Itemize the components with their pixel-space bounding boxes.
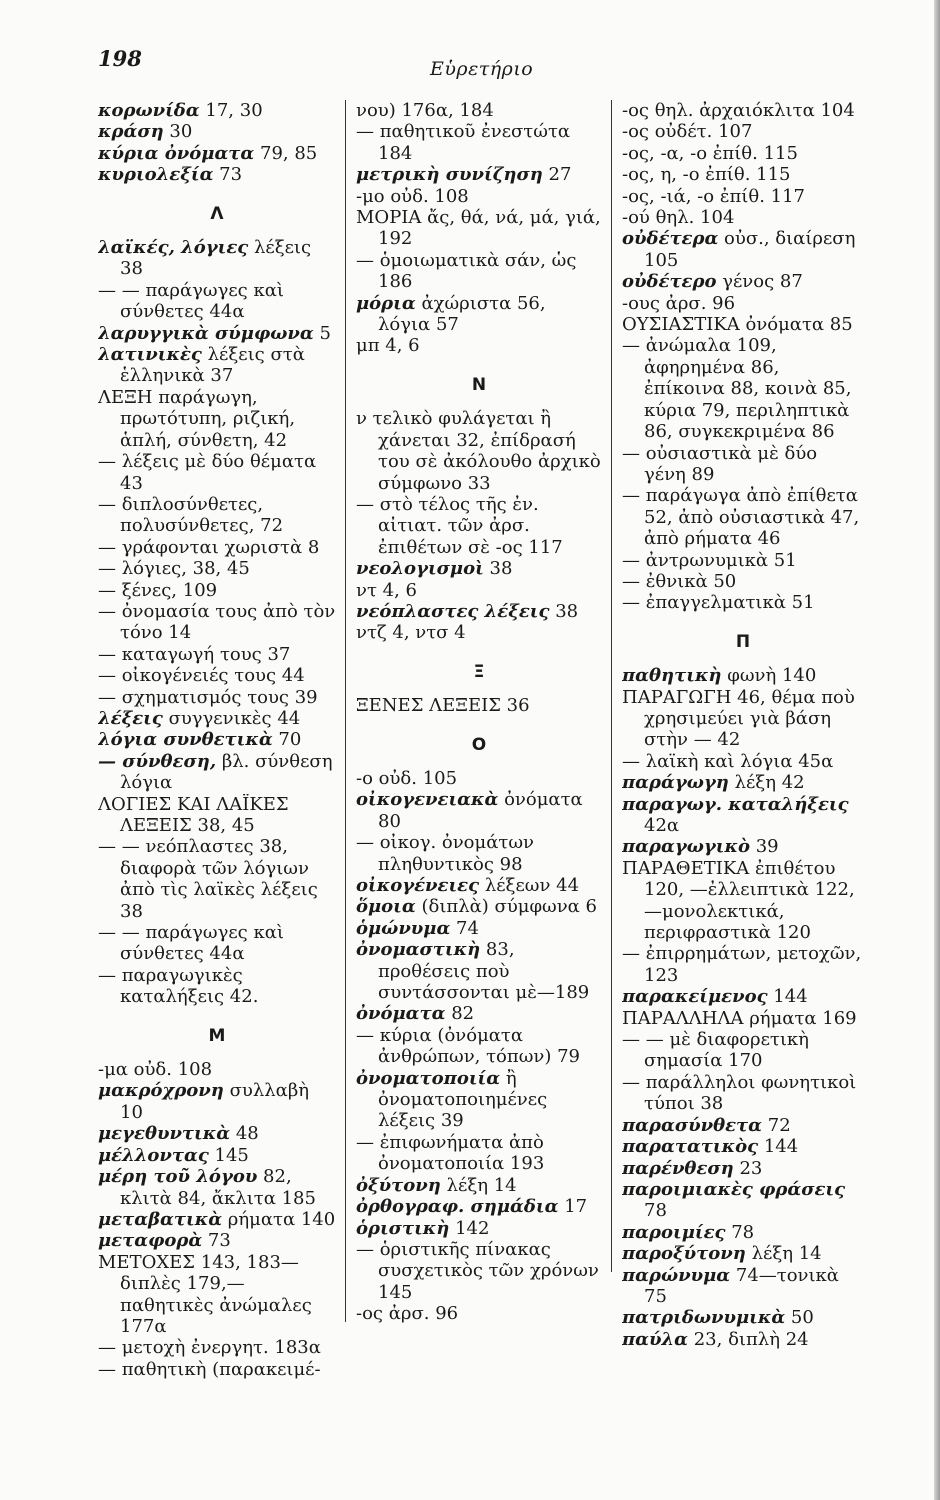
index-refs: — παθητικοῦ ἐνεστώτα 184 (356, 121, 571, 164)
index-term: παροξύτονη (622, 1243, 746, 1265)
index-term: κύρια ὀνόματα (98, 142, 255, 164)
index-entry (622, 836, 864, 857)
index-entry (98, 323, 336, 344)
index-entry (622, 314, 864, 335)
index-entry (356, 601, 602, 622)
index-refs: ΠΑΡΑΘΕΤΙΚΑ ἐπιθέτου 120, —ἐλλειπτικὰ 122,—μονολεκτικά, περιφραστικὰ 120 (622, 857, 855, 944)
index-term: ὁριστικὴ (356, 1217, 450, 1239)
index-refs: γένος 87 (716, 271, 803, 293)
index-term: παραγωγικὸ (622, 836, 750, 858)
index-entry (356, 164, 602, 185)
index-entry (622, 485, 864, 549)
index-entry (622, 121, 864, 142)
index-entry (356, 100, 602, 121)
index-entry (622, 335, 864, 442)
index-entry (622, 687, 864, 751)
index-refs: 83, προθέσεις ποὺ συντάσσονται μὲ—189 (378, 939, 590, 1004)
index-entry (622, 271, 864, 292)
index-entry (98, 558, 336, 579)
index-entry (98, 451, 336, 494)
index-entry (98, 143, 336, 164)
index-entry (622, 1008, 864, 1029)
index-entry (622, 1136, 864, 1157)
index-entry (356, 768, 602, 789)
index-refs: — — νεόπλαστες 38, διαφορὰ τῶν λόγιων ἀπὸ τὶς λαϊκὲς λέξεις 38 (98, 836, 318, 922)
index-refs: 38 (549, 600, 579, 622)
index-refs: λέξεις στὰ ἑλληνικὰ 37 (120, 344, 305, 387)
index-term: παρασύνθετα (622, 1114, 763, 1136)
index-refs: -μο οὐδ. 108 (356, 185, 469, 207)
index-entry (356, 622, 602, 643)
column-rule-1 (345, 100, 346, 1322)
index-entry (622, 143, 864, 164)
index-entry (98, 644, 336, 665)
index-entry (356, 918, 602, 939)
index-refs: — στὸ τέλος τῆς ἐν. αἰτιατ. τῶν ἀρσ. ἐπιθέτων σὲ -ος 117 (356, 493, 563, 558)
index-refs: λέξεων 44 (479, 875, 580, 896)
index-term: οἰκογενειακὰ (356, 789, 499, 811)
index-refs: 17, 30 (199, 100, 263, 121)
index-entry (98, 922, 336, 965)
index-entry (356, 1003, 602, 1024)
index-term: λαρυγγικὰ σύμφωνα (98, 322, 314, 344)
index-entry (622, 1179, 864, 1222)
index-entry (98, 729, 336, 750)
index-entry (356, 250, 602, 293)
index-term: λέξεις (98, 707, 163, 729)
index-entry (622, 794, 864, 837)
index-refs: — ἐπιρρημάτων, μετοχῶν, 123 (622, 943, 862, 986)
index-refs: 42α (644, 815, 680, 836)
index-refs: 82 (445, 1003, 475, 1025)
index-refs: ὀνόματα 80 (378, 789, 583, 832)
index-term: λατινικὲς (98, 344, 202, 366)
index-entry (356, 558, 602, 579)
index-entry (356, 875, 602, 896)
index-entry (98, 1059, 336, 1080)
index-entry (98, 580, 336, 601)
index-refs: — ὁμοιωματικὰ σάν, ὡς 186 (356, 249, 577, 293)
index-refs: 74 (450, 917, 479, 939)
index-entry (622, 186, 864, 207)
index-refs: — — μὲ διαφορετικὴ σημασία 170 (622, 1029, 809, 1072)
index-term: παρώνυμα (622, 1264, 731, 1286)
index-refs: — — παράγωγες καὶ σύνθετες 44α (98, 922, 284, 965)
index-column-2 (356, 100, 602, 1325)
index-entry (622, 1072, 864, 1115)
index-entry (356, 896, 602, 917)
index-entry (356, 789, 602, 832)
index-refs: -ος οὐδέτ. 107 (622, 121, 753, 143)
index-term: μετρικὴ συνίζηση (356, 164, 543, 186)
index-term: παθητικὴ (622, 665, 722, 687)
index-refs: βλ. σύνθεση λόγια (120, 750, 333, 794)
index-term: κράση (98, 121, 164, 143)
index-entry (98, 1166, 336, 1209)
index-entry (622, 1265, 864, 1308)
index-refs: 48 (230, 1123, 259, 1145)
section-letter: Λ (210, 203, 224, 224)
index-refs: συλλαβὴ 10 (120, 1080, 310, 1123)
index-entry (98, 601, 336, 644)
index-refs: ντ 4, 6 (356, 579, 417, 601)
index-refs: 82, κλιτὰ 84, ἄκλιτα 185 (120, 1166, 316, 1209)
index-refs: ΟΥΣΙΑΣΤΙΚΑ ὀνόματα 85 (622, 314, 853, 336)
index-refs: — γράφονται χωριστὰ 8 (98, 536, 320, 558)
index-refs: 17 (558, 1196, 588, 1218)
index-refs: — ξένες, 109 (98, 579, 218, 601)
index-term: ὁμώνυμα (356, 917, 451, 939)
index-refs: — ὀνομασία τους ἀπὸ τὸν τόνο 14 (98, 600, 336, 644)
index-refs: — παθητικὴ (παρακειμέ- (98, 1358, 321, 1380)
index-entry (622, 986, 864, 1007)
index-entry (622, 1115, 864, 1136)
index-term: ὀνοματοποιία (356, 1067, 501, 1089)
index-term: — σύνθεση, (98, 750, 217, 772)
index-term: ὀξύτονη (356, 1174, 441, 1196)
index-refs: 5 (313, 322, 331, 344)
index-entry (356, 186, 602, 207)
index-term: μεταβατικὰ (98, 1208, 223, 1230)
index-refs: ΠΑΡΑΓΩΓΗ 46, θέμα ποὺ χρησιμεύει γιὰ βάση στὴν — 42 (622, 686, 855, 751)
index-refs: -ος, -ιά, -ο ἐπίθ. 117 (622, 185, 806, 207)
index-entry (98, 494, 336, 537)
index-entry (98, 1080, 336, 1123)
index-entry (622, 1222, 864, 1243)
index-entry (98, 1230, 336, 1251)
index-entry (98, 1145, 336, 1166)
index-entry (98, 708, 336, 729)
index-refs: — οἰκογένειές τους 44 (98, 665, 305, 687)
index-entry (356, 494, 602, 558)
index-entry (356, 408, 602, 494)
index-entry (622, 665, 864, 686)
index-entry (622, 571, 864, 592)
index-refs: 145 (208, 1144, 249, 1166)
index-term: ὀνόματα (356, 1003, 446, 1025)
index-entry (622, 550, 864, 571)
index-refs: ρήματα 140 (222, 1208, 336, 1230)
index-entry (356, 580, 602, 601)
index-refs: ΛΟΓΙΕΣ ΚΑΙ ΛΑΪΚΕΣ ΛΕΞΕΙΣ 38, 45 (98, 793, 289, 836)
index-entry (98, 687, 336, 708)
index-entry (98, 794, 336, 837)
index-term: παραγωγ. καταλήξεις (622, 793, 849, 815)
index-entry (622, 207, 864, 228)
index-term: νεόπλαστες λέξεις (356, 600, 550, 622)
index-term: πατριδωνυμικὰ (622, 1307, 786, 1329)
index-term: παρατατικὸς (622, 1136, 759, 1158)
section-letter: Ο (471, 734, 487, 755)
index-entry (356, 293, 602, 336)
index-refs: -ος ἀρσ. 96 (356, 1303, 459, 1325)
index-refs: 70 (272, 729, 302, 751)
index-refs: 73 (213, 164, 243, 186)
index-refs: συγγενικὲς 44 (162, 707, 301, 729)
index-refs: — παραγωγικὲς καταλήξεις 42. (98, 964, 259, 1008)
index-refs: ΞΕΝΕΣ ΛΕΞΕΙΣ 36 (356, 695, 530, 717)
index-refs: -ο οὐδ. 105 (356, 767, 458, 789)
index-refs: ν τελικὸ φυλάγεται ἢ χάνεται 32, ἐπίδρασή του σὲ ἀκόλουθο ἀρχικὸ σύμφωνο 33 (356, 408, 601, 494)
index-term: μεγεθυντικὰ (98, 1123, 231, 1145)
index-entry (356, 121, 602, 164)
section-letter: Ν (471, 374, 487, 395)
index-refs: 72 (762, 1114, 791, 1136)
index-refs: λέξη 14 (440, 1174, 517, 1196)
index-refs: ἀχώριστα 56, λόγια 57 (378, 292, 546, 336)
index-entry (356, 1196, 602, 1217)
index-refs: ΜΕΤΟΧΕΣ 143, 183—διπλὲς 179,—παθητικὲς ἀνώμαλες 177α (98, 1251, 312, 1337)
index-entry (622, 943, 864, 986)
index-term: ὅμοια (356, 896, 416, 918)
index-refs: — παράλληλοι φωνητικοὶ τύποι 38 (622, 1071, 857, 1115)
index-term: παρένθεση (622, 1157, 734, 1179)
index-entry (98, 100, 336, 121)
index-term: ὀρθογραφ. σημάδια (356, 1196, 559, 1218)
index-term: νεολογισμοὶ (356, 558, 484, 580)
index-refs: — ἐπιφωνήματα ἀπὸ ὀνοματοποιία 193 (356, 1131, 545, 1175)
index-refs: — μετοχὴ ἐνεργητ. 183α (98, 1337, 321, 1359)
index-term: παροιμίες (622, 1221, 726, 1243)
index-refs: (διπλὰ) σύμφωνα 6 (415, 896, 598, 918)
index-entry (356, 1303, 602, 1324)
index-term: μεταφορὰ (98, 1230, 203, 1252)
index-refs: — ἐθνικὰ 50 (622, 570, 737, 592)
index-term: κυριολεξία (98, 164, 214, 186)
index-entry (356, 1025, 602, 1068)
index-entry (356, 832, 602, 875)
section-letter: Π (735, 631, 751, 652)
index-entry (356, 1132, 602, 1175)
index-refs: 78 (725, 1221, 755, 1243)
index-refs: λέξη 14 (745, 1243, 822, 1265)
index-refs: 73 (202, 1230, 231, 1252)
index-refs: ΜΟΡΙΑ ἄς, θά, νά, μά, γιά, 192 (356, 207, 601, 250)
index-term: μέρη τοῦ λόγου (98, 1166, 258, 1188)
index-term: μακρόχρονη (98, 1080, 224, 1102)
index-column-1 (98, 100, 336, 1380)
index-entry (98, 1359, 336, 1380)
running-head: Εὑρετήριο (430, 58, 534, 80)
index-refs: 50 (785, 1307, 814, 1329)
index-refs: — παράγωγα ἀπὸ ἐπίθετα 52, ἀπὸ οὐσιαστικὰ 47, ἀπὸ ρήματα 46 (622, 485, 860, 550)
page-number: 198 (98, 46, 142, 71)
index-refs: — λαϊκὴ καὶ λόγια 45α (622, 750, 834, 772)
index-refs: -ους ἀρσ. 96 (622, 292, 736, 314)
index-entry (622, 1329, 864, 1350)
index-entry (98, 344, 336, 387)
index-entry (622, 1158, 864, 1179)
index-entry (356, 939, 602, 1003)
section-letter: Μ (208, 1025, 226, 1046)
index-term: παράγωγη (622, 772, 729, 794)
index-column-3 (622, 100, 864, 1350)
index-term: λαϊκές, λόγιες (98, 237, 249, 259)
index-entry (622, 1029, 864, 1072)
page-edge-shadow (934, 0, 940, 1500)
index-refs: — ὁριστικῆς πίνακας συσχετικὸς τῶν χρόνων 145 (356, 1238, 599, 1303)
index-entry (98, 1337, 336, 1358)
index-refs: 23 (733, 1157, 763, 1179)
index-refs: — ἀνώμαλα 109, ἀφηρημένα 86, ἐπίκοινα 88, κοινὰ 85, κύρια 79, περιληπτικὰ 86, συγκεκριμένα 86 (622, 335, 852, 443)
index-refs: -μα οὐδ. 108 (98, 1059, 213, 1081)
index-term: παύλα (622, 1328, 688, 1350)
index-refs: 23, διπλὴ 24 (688, 1328, 809, 1350)
index-refs: — διπλοσύνθετες, πολυσύνθετες, 72 (98, 493, 284, 537)
index-term: οἰκογένειες (356, 875, 480, 896)
section-letter: Ξ (473, 661, 485, 682)
index-term: μόρια (356, 292, 416, 314)
index-refs: νου) 176α, 184 (356, 100, 494, 121)
index-entry (622, 1243, 864, 1264)
index-entry (356, 207, 602, 250)
index-refs: — οὐσιαστικὰ μὲ δύο γένη 89 (622, 442, 818, 485)
index-entry (622, 228, 864, 271)
index-entry (98, 537, 336, 558)
index-entry (98, 1123, 336, 1144)
index-refs: φωνὴ 140 (721, 665, 817, 687)
index-entry (98, 965, 336, 1008)
index-entry (622, 592, 864, 613)
index-entry (98, 280, 336, 323)
index-refs: — ἀντρωνυμικὰ 51 (622, 549, 797, 571)
index-refs: 39 (749, 836, 779, 858)
index-entry (356, 1175, 602, 1196)
index-refs: 78 (644, 1200, 667, 1222)
index-term: παρακείμενος (622, 986, 768, 1008)
index-refs: — σχηματισμός τους 39 (98, 686, 318, 708)
index-entry (356, 335, 602, 356)
index-entry (98, 665, 336, 686)
index-term: παροιμιακὲς φράσεις (622, 1178, 846, 1200)
index-refs: — κύρια (ὀνόματα ἀνθρώπων, τόπων) 79 (356, 1024, 580, 1068)
index-entry (98, 751, 336, 794)
index-refs: λέξη 42 (728, 772, 805, 794)
index-refs: -ος θηλ. ἀρχαιόκλιτα 104 (622, 100, 855, 121)
index-entry (98, 237, 336, 280)
column-rule-2 (611, 100, 612, 1272)
index-entry (356, 1068, 602, 1132)
index-refs: — — παράγωγες καὶ σύνθετες 44α (98, 279, 284, 323)
index-refs: 142 (449, 1217, 490, 1239)
index-entry (98, 121, 336, 142)
index-entry (356, 1239, 602, 1303)
index-refs: -ού θηλ. 104 (622, 207, 735, 229)
index-refs: — λέξεις μὲ δύο θέματα 43 (98, 451, 317, 494)
index-refs: — λόγιες, 38, 45 (98, 558, 250, 580)
index-entry (622, 293, 864, 314)
index-refs: 27 (542, 164, 572, 186)
index-refs: -ος, η, -ο ἐπίθ. 115 (622, 164, 791, 186)
index-refs: 30 (163, 121, 193, 143)
index-entry (622, 164, 864, 185)
index-refs: μπ 4, 6 (356, 335, 420, 357)
index-entry (622, 772, 864, 793)
index-term: κορωνίδα (98, 100, 200, 121)
index-entry (356, 1218, 602, 1239)
index-refs: 38 (483, 558, 513, 580)
index-term: μέλλοντας (98, 1144, 209, 1166)
index-term: ὀνομαστικὴ (356, 939, 481, 961)
index-refs: 79, 85 (254, 142, 318, 164)
index-entry (622, 1307, 864, 1328)
index-entry (98, 836, 336, 922)
index-refs: 144 (758, 1136, 799, 1158)
index-term: λόγια συνθετικὰ (98, 729, 273, 751)
index-refs: λέξεις 38 (120, 237, 312, 280)
index-refs: — οἰκογ. ὀνομάτων πληθυντικὸς 98 (356, 832, 534, 875)
index-refs: οὐσ., διαίρεση 105 (644, 228, 856, 271)
index-entry (98, 387, 336, 451)
index-refs: — καταγωγή τους 37 (98, 643, 291, 665)
index-entry (98, 1252, 336, 1338)
index-refs: ντζ 4, ντσ 4 (356, 622, 466, 644)
index-term: οὐδέτερα (622, 228, 719, 250)
index-entry (622, 443, 864, 486)
index-entry (98, 1209, 336, 1230)
index-entry (622, 100, 864, 121)
index-refs: ΠΑΡΑΛΛΗΛΑ ρήματα 169 (622, 1007, 857, 1029)
index-entry (622, 751, 864, 772)
index-refs: 74—τονικὰ 75 (644, 1264, 839, 1307)
index-term: οὐδέτερο (622, 271, 717, 293)
index-entry (622, 858, 864, 944)
index-entry (98, 164, 336, 185)
index-refs: ἢ ὀνοματοποιημένες λέξεις 39 (378, 1067, 548, 1132)
index-refs: — ἐπαγγελματικὰ 51 (622, 592, 815, 614)
index-refs: -ος, -α, -ο ἐπίθ. 115 (622, 142, 798, 164)
index-entry (356, 695, 602, 716)
index-refs: 144 (767, 986, 808, 1008)
index-refs: ΛΕΞΗ παράγωγη, πρωτότυπη, ριζική, ἁπλή, σύνθετη, 42 (98, 386, 296, 451)
